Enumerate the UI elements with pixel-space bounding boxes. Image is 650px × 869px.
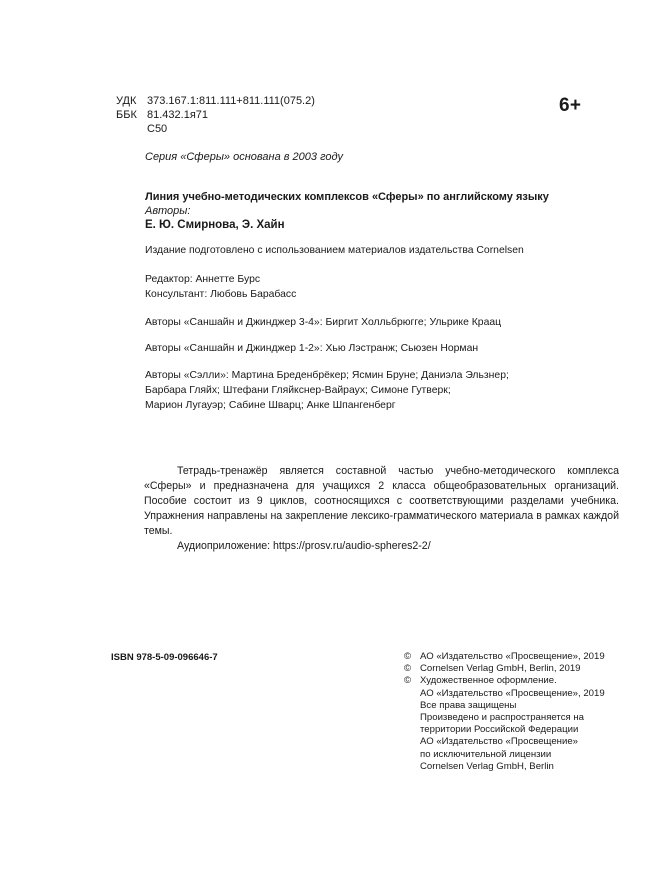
age-rating: 6+ bbox=[559, 95, 582, 116]
edition-note: Издание подготовлено с использованием материалов издательства Cornelsen bbox=[145, 245, 524, 256]
rights-line-3: территории Российской Федерации bbox=[420, 724, 579, 736]
audio-app-line: Аудиоприложение: https://prosv.ru/audio-spheres2-2/ bbox=[177, 540, 431, 552]
rights-line-6: Cornelsen Verlag GmbH, Berlin bbox=[420, 760, 554, 772]
authors-sally-line-2: Барбара Гляйх; Штефани Гляйкснер-Вайраух; Симоне Гутверк; bbox=[145, 385, 451, 396]
bbk-label: ББК bbox=[116, 109, 137, 121]
rights-line-5: по исключительной лицензии bbox=[420, 748, 552, 760]
isbn: ISBN 978-5-09-096646-7 bbox=[111, 652, 218, 663]
line-title: Линия учебно-методических комплексов «Сферы» по английскому языку bbox=[145, 191, 549, 203]
copyright-symbol-1: © bbox=[404, 651, 412, 662]
copyright-block bbox=[404, 651, 605, 773]
series-note: Серия «Сферы» основана в 2003 году bbox=[145, 151, 343, 163]
author-mark: С50 bbox=[147, 123, 168, 135]
copyright-symbol-3: © bbox=[404, 675, 412, 687]
authors-names: Е. Ю. Смирнова, Э. Хайн bbox=[145, 219, 285, 231]
authors-sally-line-3: Марион Лугауэр; Сабине Шварц; Анке Шпангенберг bbox=[145, 400, 396, 411]
copyright-line-2: Cornelsen Verlag GmbH, Berlin, 2019 bbox=[420, 663, 581, 675]
editor-line: Редактор: Аннетте Бурс bbox=[145, 274, 261, 285]
authors-sunshine-3-4: Авторы «Саншайн и Джинджер 3-4»: Биргит Холльбрюгге; Ульрике Краац bbox=[145, 317, 502, 328]
copyright-line-1: АО «Издательство «Просвещение», 2019 bbox=[420, 651, 605, 662]
copyright-line-4: АО «Издательство «Просвещение», 2019 bbox=[420, 687, 605, 699]
authors-sally-line-1: Авторы «Сэлли»: Мартина Бреденбрёкер; Ясмин Бруне; Даниэла Эльзнер; bbox=[145, 370, 509, 381]
bbk-value: 81.432.1я71 bbox=[147, 109, 209, 121]
udk-value: 373.167.1:811.111+811.111(075.2) bbox=[147, 95, 315, 107]
consultant-line: Консультант: Любовь Барабасс bbox=[145, 289, 297, 300]
copyright-line-3: Художественное оформление. bbox=[420, 675, 557, 687]
author-mark-row bbox=[116, 123, 167, 136]
rights-line-1: Все права защищены bbox=[420, 699, 517, 711]
udk-row bbox=[116, 95, 315, 108]
bbk-row bbox=[116, 109, 208, 122]
description-block bbox=[144, 464, 619, 554]
rights-line-2: Произведено и распространяется на bbox=[420, 712, 584, 724]
description-text: Тетрадь-тренажёр является составной частью учебно-методического комплекса «Сферы» и предназначена для учащихся 2 класса общеобразовательных организаций. Пособие состоит из 9 циклов, соотносящихся с соответствующими разделами учебника. Упражнения направлены на закрепление лексико-грамматического материала в рамках каждой темы. bbox=[144, 465, 619, 537]
copyright-symbol-2: © bbox=[404, 663, 412, 675]
authors-sunshine-1-2: Авторы «Саншайн и Джинджер 1-2»: Хью Лэстранж; Сьюзен Норман bbox=[145, 343, 479, 354]
rights-line-4: АО «Издательство «Просвещение» bbox=[420, 736, 579, 748]
authors-label: Авторы: bbox=[145, 205, 191, 217]
udk-label: УДК bbox=[116, 95, 137, 107]
